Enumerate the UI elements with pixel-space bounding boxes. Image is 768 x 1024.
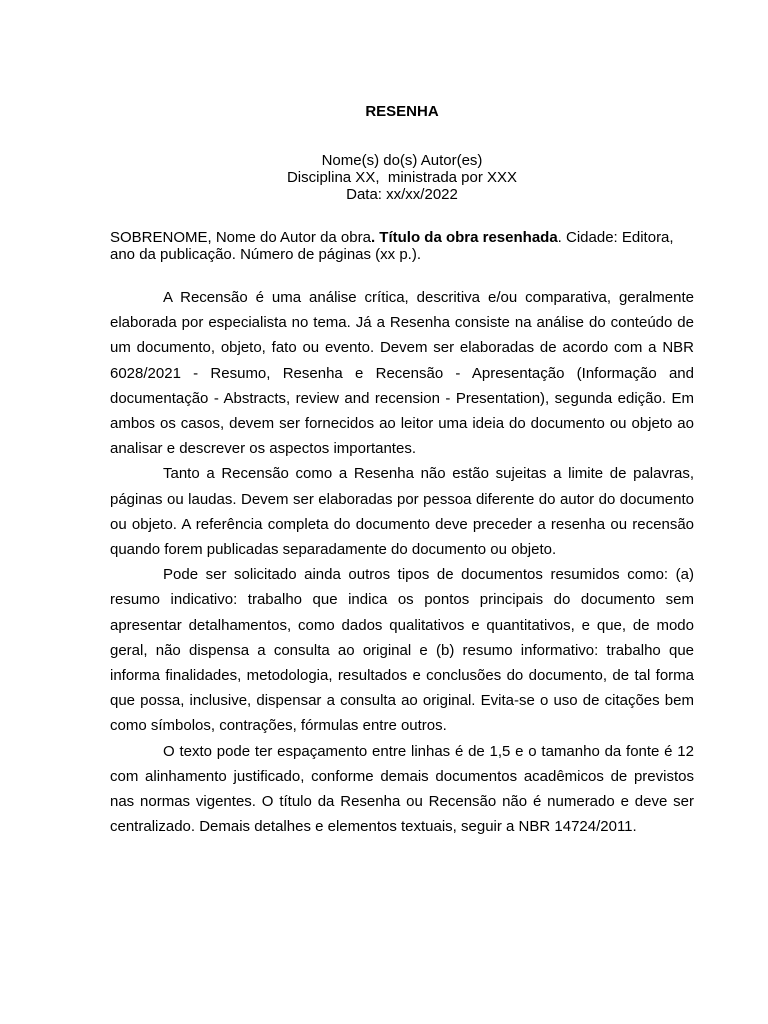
date-line: Data: xx/xx/2022 <box>346 186 458 203</box>
author-block <box>110 152 694 203</box>
reference-author: SOBRENOME, Nome do Autor da obra <box>110 229 371 246</box>
paragraph-4: O texto pode ter espaçamento entre linhas é de 1,5 e o tamanho da fonte é 12 com alinhamento justificado, conforme demais documentos acadêmicos de previstos nas normas vigentes. O título da Resenha ou Recensão não é numerado e deve ser centralizado. Demais detalhes e elementos textuais, seguir a NBR 14724/2011. <box>110 742 694 836</box>
reference-details: . Cidade: Editora, ano da publicação. Número de páginas (xx p.). <box>110 229 674 263</box>
discipline-line: Disciplina XX, ministrada por XXX <box>286 169 518 186</box>
reference-separator: . <box>370 229 380 246</box>
paragraph-3: Pode ser solicitado ainda outros tipos de documentos resumidos como: (a) resumo indicativo: trabalho que indica os pontos principais do documento sem apresentar detalhamentos, como dados qualitativos e quantitativos, e que, de modo geral, não dispensa a consulta ao original e (b) resumo informativo: trabalho que informa finalidades, metodologia, resultados e conclusões do documento, de tal forma que possa, inclusive, dispensar a consulta ao original. Evita-se o uso de citações bem como símbolos, contrações, fórmulas entre outros. <box>110 566 694 735</box>
reference-work-title: Título da obra resenhada <box>379 229 558 246</box>
body-text <box>110 285 694 839</box>
paragraph-2: Tanto a Recensão como a Resenha não estão sujeitas a limite de palavras, páginas ou laudas. Devem ser elaboradas por pessoa diferente do autor do documento ou objeto. A referência completa do documento deve preceder a resenha ou recensão quando forem publicadas separadamente do documento ou objeto. <box>110 465 694 559</box>
paragraph-1: A Recensão é uma análise crítica, descritiva e/ou comparativa, geralmente elaborada por especialista no tema. Já a Resenha consiste na análise do conteúdo de um documento, objeto, fato ou evento. Devem ser elaboradas de acordo com a NBR 6028/2021 - Resumo, Resenha e Recensão - Apresentação (Informação and documentação - Abstracts, review and recension - Presentation), segunda edição. Em ambos os casos, devem ser fornecidos ao leitor uma ideia do documento ou objeto ao analisar e descrever os aspectos importantes. <box>110 289 694 458</box>
document-title: RESENHA <box>365 103 439 120</box>
authors-line: Nome(s) do(s) Autor(es) <box>321 152 483 169</box>
document-page <box>110 0 694 1024</box>
bibliographic-reference <box>110 230 694 263</box>
